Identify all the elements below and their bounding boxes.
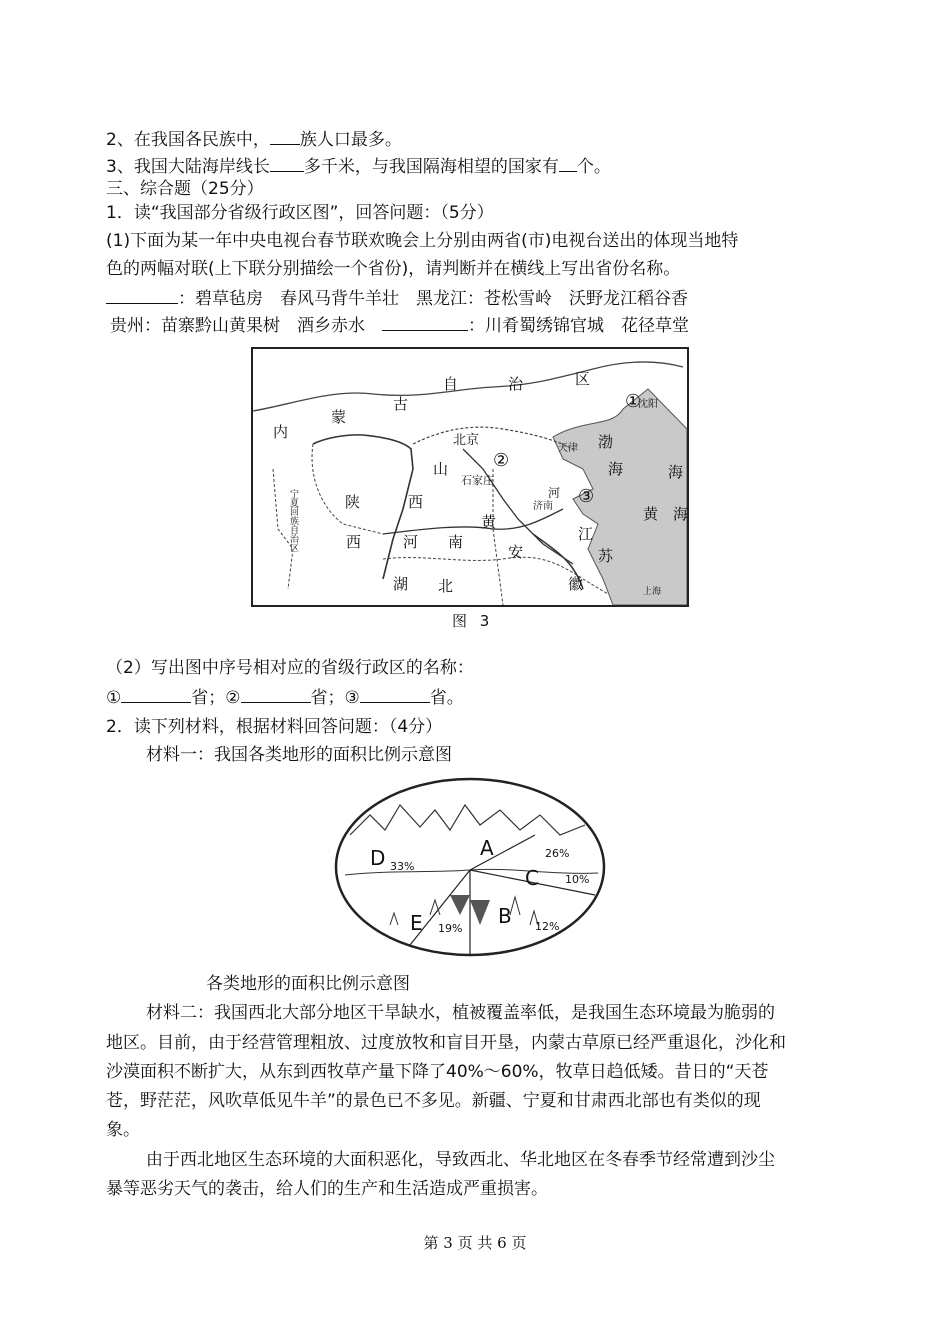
border-line [413,427,573,449]
q2-text-b: 族人口最多。 [299,130,402,150]
answer-blank[interactable] [382,314,468,331]
border-line [253,362,683,411]
paragraph-3-line-2: 暴等恶劣天气的袭击，给人们的生产和生活造成严重损害。 [106,1179,548,1199]
map-label: 海 [673,505,687,523]
pie-letter-label: C [525,866,539,890]
q1-part1-line2: 色的两幅对联(上下联分别描绘一个省份)，请判断并在横线上写出省份名称。 [106,259,681,279]
answer-blank[interactable] [106,287,178,304]
map-label: ① [625,391,642,412]
pie-percent-label: 19% [438,922,463,935]
pie-percent-label: 33% [390,860,415,873]
province-map [251,347,689,607]
couplet-line-2 [110,314,689,337]
couplet-2-text-a: 贵州：苗寨黔山黄果树 酒乡赤水 [110,316,382,336]
map-label: 西 [408,493,424,511]
map-label: 安 [508,543,524,561]
map-label: 区 [575,370,591,388]
q2-text-a: 2、在我国各民族中， [106,130,270,150]
answer-blank[interactable] [270,128,300,145]
map-label: 陕 [345,493,361,511]
border-line [493,469,503,605]
q2-title: 2．读下列材料，根据材料回答问题：（4分） [106,717,443,737]
map-label: 上海 [643,587,662,597]
label-end: 省。 [429,688,464,708]
map-label: 西 [346,533,362,551]
answer-blank[interactable] [241,686,311,703]
material-1-title: 材料一：我国各类地形的面积比例示意图 [146,745,452,765]
question-3-fill [106,155,611,178]
map-label: 宁夏回族自治区 [288,489,298,552]
q1-part2-line [106,686,464,709]
terrain-pie-figure [330,775,610,960]
map-label: 北京 [453,433,480,448]
couplet-1-text: ：碧草毡房 春风马背牛羊壮 黑龙江：苍松雪岭 沃野龙江稻谷香 [178,289,688,309]
map-label: 山 [433,460,449,478]
q3-text-a: 3、我国大陆海岸线长 [106,157,270,177]
map-label: 海 [608,460,624,478]
map-label: 北 [438,577,454,595]
pie-letter-label: A [480,836,494,860]
map-label: 内 [273,423,289,441]
map-label: 石家庄 [461,474,494,487]
map-label: 南 [448,533,464,551]
q1-title: 1．读“我国部分省级行政区图”，回答问题：（5分） [106,203,494,223]
map-label: 黄 [643,505,659,523]
pie-caption: 各类地形的面积比例示意图 [206,974,410,994]
map-label: 自 [443,375,459,393]
railway-line [383,509,563,534]
map-label: ③ [578,486,595,507]
map-label: 古 [393,395,409,413]
map-label: 湖 [393,575,409,593]
pie-percent-label: 26% [545,847,570,860]
paragraph-3-line-1: 由于西北地区生态环境的大面积恶化，导致西北、华北地区在冬春季节经常遭到沙尘 [146,1150,775,1170]
map-label: ② [493,450,510,471]
answer-blank[interactable] [270,155,304,172]
map-label: 河 [548,486,561,500]
label-circle-3: 省；③ [310,688,360,708]
couplet-2-text-b: ：川肴蜀绣锦官城 花径草堂 [468,316,689,336]
pie-letter-label: D [370,846,386,870]
map-label: 苏 [598,547,614,565]
section-3-title: 三、综合题（25分） [106,179,264,199]
couplet-line-1 [106,287,688,310]
material-2-line-5: 象。 [106,1120,140,1140]
map-caption: 图 3 [452,612,494,630]
sea-area [553,389,687,605]
pie-percent-label: 12% [535,920,560,933]
material-2-line-1: 材料二：我国西北大部分地区干旱缺水，植被覆盖率低，是我国生态环境最为脆弱的 [146,1003,775,1023]
q1-part1-line1: (1)下面为某一年中央电视台春节联欢晚会上分别由两省(市)电视台送出的体现当地特 [106,231,739,251]
material-2-line-4: 苍，野茫茫，风吹草低见牛羊”的景色已不多见。新疆、宁夏和甘肃西北部也有类似的现 [106,1091,761,1111]
map-label: 蒙 [331,408,347,426]
answer-blank[interactable] [559,155,577,172]
material-2-line-3: 沙漠面积不断扩大，从东到西牧草产量下降了40%～60%，牧草日趋低矮。昔日的“天苍 [106,1062,769,1082]
material-2-line-2: 地区。目前，由于经营管理粗放、过度放牧和盲目开垦，内蒙古草原已经严重退化，沙化和 [106,1033,786,1053]
q1-part2-title: （2）写出图中序号相对应的省级行政区的名称： [106,658,474,678]
label-circle-1: ① [106,688,122,708]
answer-blank[interactable] [360,686,430,703]
q3-text-b: 多千米，与我国隔海相望的国家有 [303,157,559,177]
label-circle-2: 省；② [191,688,241,708]
map-label: 济南 [533,501,553,512]
pie-letter-label: B [498,904,512,928]
map-label: 天津 [558,443,578,454]
map-label: 河 [403,533,419,551]
map-label: 沈阳 [638,399,658,410]
page-footer: 第 3 页 共 6 页 [423,1234,527,1252]
map-label: 治 [508,375,524,393]
question-2-fill [106,128,402,151]
answer-blank[interactable] [121,686,191,703]
map-label: 海 [668,463,684,481]
border-line [312,444,383,534]
pie-letter-label: E [410,911,423,935]
map-label: 渤 [598,433,614,451]
pie-percent-label: 10% [565,873,590,886]
map-label: 江 [578,525,594,543]
province-map-svg [253,349,687,605]
map-label: 徽 [568,575,584,593]
map-label: 黄 [481,513,497,531]
q3-text-c: 个。 [576,157,611,177]
